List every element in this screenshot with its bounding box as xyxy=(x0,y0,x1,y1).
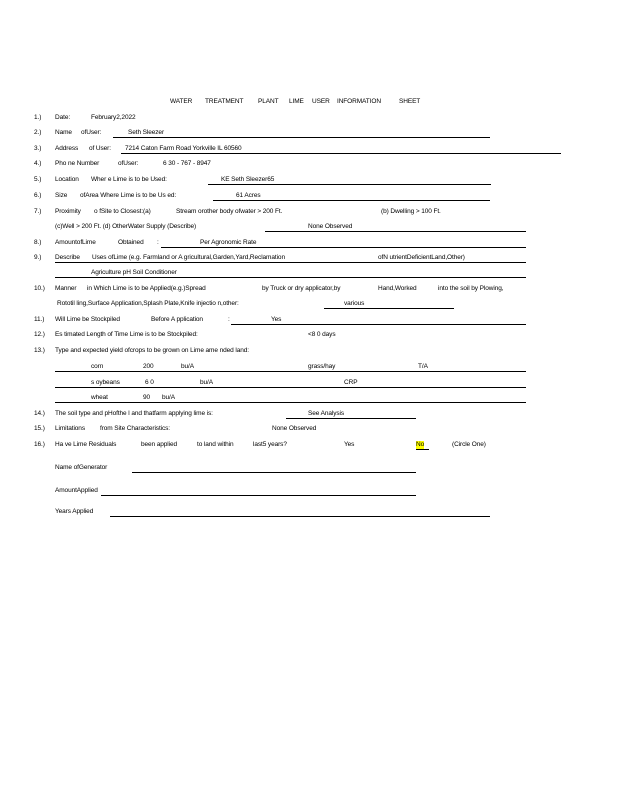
crop-row-1-unit[interactable]: bu/A xyxy=(181,363,194,370)
name-of-generator-line[interactable] xyxy=(132,472,416,473)
title-word-6: INFORMATION xyxy=(337,98,381,105)
item-3-number: 3.) xyxy=(34,145,42,152)
crop-row-1-extra[interactable]: grass/hay xyxy=(308,363,336,370)
title-word-4: LIME xyxy=(289,98,304,105)
crop-row-1-line xyxy=(55,371,526,372)
item-15-label-2: from Site Characteristics: xyxy=(100,425,171,432)
item-11-value[interactable]: Yes xyxy=(271,316,282,323)
item-6-number: 6.) xyxy=(34,192,42,199)
title-word-7: SHEET xyxy=(399,98,421,105)
crop-row-1-extra-unit[interactable]: T/A xyxy=(418,363,428,370)
crop-row-2-crop[interactable]: s oybeans xyxy=(91,379,120,386)
item-16-label-4: last5 years? xyxy=(253,441,287,448)
item-9-answer-line-1 xyxy=(55,262,526,263)
item-10-label-2: in Which Lime is to be Applied(e.g.)Spread xyxy=(87,285,206,292)
item-16-label: Ha ve Lime Residuals xyxy=(55,441,117,448)
item-8-value[interactable]: Per Agronomic Rate xyxy=(200,239,257,246)
item-14-label: The soil type and pHofthe l and thatfarm applying lime is: xyxy=(55,410,213,417)
crop-row-3-crop[interactable]: wheat xyxy=(91,394,108,401)
item-5-value[interactable]: KE Seth Sleezer65 xyxy=(221,176,275,183)
item-16-number: 16.) xyxy=(34,441,45,448)
item-16-yes-option[interactable]: Yes xyxy=(344,441,355,448)
item-14-number: 14.) xyxy=(34,410,45,417)
crop-row-3-line xyxy=(55,402,526,403)
item-16-label-3: to land within xyxy=(197,441,234,448)
item-11-colon: : xyxy=(228,316,230,323)
item-16-label-2: been applied xyxy=(141,441,178,448)
item-7-option-a: Stream orother body ofwater > 200 Ft. xyxy=(176,208,283,215)
crop-row-2-extra[interactable]: CRP xyxy=(344,379,358,386)
name-of-generator-label: Name ofGenerator xyxy=(55,464,108,471)
item-3-value[interactable]: 7214 Caton Farm Road Yorkville IL 60560 xyxy=(125,145,242,152)
item-8-colon: : xyxy=(157,239,159,246)
item-15-value[interactable]: None Observed xyxy=(272,425,317,432)
item-9-label: Describe xyxy=(55,254,80,261)
item-7-label: Proximity xyxy=(55,208,81,215)
item-10-label-3: by Truck or dry applicator,by xyxy=(262,285,341,292)
title-word-1: WATER xyxy=(170,98,193,105)
item-13-label: Type and expected yield ofcrops to be grown on Lime ame nded land: xyxy=(55,347,249,354)
item-16-no-underline xyxy=(416,449,429,450)
item-5-answer-line xyxy=(208,184,491,185)
amount-applied-line[interactable] xyxy=(101,495,416,496)
item-9-value[interactable]: Agriculture pH Soil Conditioner xyxy=(91,269,177,276)
item-6-label: Size xyxy=(55,192,68,199)
item-8-answer-line xyxy=(161,247,526,248)
item-9-number: 9.) xyxy=(34,254,42,261)
item-4-number: 4.) xyxy=(34,160,42,167)
item-9-label-3: ofN utrientDeficientLand,Other) xyxy=(378,254,465,261)
item-14-value[interactable]: See Analysis xyxy=(308,410,345,417)
crop-row-2-yield[interactable]: 6 0 xyxy=(145,379,154,386)
item-6-answer-line xyxy=(213,200,490,201)
item-3-label-2: of User: xyxy=(89,145,111,152)
item-11-number: 11.) xyxy=(34,316,45,323)
item-8-number: 8.) xyxy=(34,239,42,246)
item-16-circle-instruction: (Circle One) xyxy=(452,441,486,448)
crop-row-2-unit[interactable]: bu/A xyxy=(200,379,213,386)
crop-row-1-yield[interactable]: 200 xyxy=(143,363,154,370)
item-5-label: Location xyxy=(55,176,79,183)
title-word-3: PLANT xyxy=(258,98,279,105)
item-2-number: 2.) xyxy=(34,129,42,136)
crop-row-3-unit[interactable]: bu/A xyxy=(162,394,175,401)
item-12-number: 12.) xyxy=(34,331,45,338)
item-2-value[interactable]: Seth Sleezer xyxy=(128,129,165,136)
item-12-label: Es timated Length of Time Lime is to be Stockpiled: xyxy=(55,331,198,338)
item-8-label-2: Obtained xyxy=(118,239,144,246)
item-10-label-6: Rototil ling,Surface Application,Splash Plate,Knife injectio n,other: xyxy=(57,300,239,307)
item-6-label-2: ofArea Where Lime is to be Us ed: xyxy=(80,192,177,199)
item-14-answer-line xyxy=(286,418,416,419)
item-2-answer-line xyxy=(113,137,490,138)
crop-row-1-crop[interactable]: corn xyxy=(91,363,104,370)
item-3-answer-line xyxy=(121,153,561,154)
item-4-label: Pho ne Number xyxy=(55,160,100,167)
item-10-label: Manner xyxy=(55,285,77,292)
item-7-option-b: (b) Dwelling > 100 Ft. xyxy=(381,208,441,215)
item-11-label: Will Lime be Stockpiled xyxy=(55,316,120,323)
item-11-label-2: Before A pplication xyxy=(151,316,203,323)
item-13-number: 13.) xyxy=(34,347,45,354)
item-9-label-2: Uses ofLime (e.g. Farmland or A gricultural,Garden,Yard,Reclamation xyxy=(92,254,285,261)
item-2-label: Name xyxy=(55,129,72,136)
item-15-label: Limitations xyxy=(55,425,85,432)
item-7-answer-line xyxy=(265,231,526,232)
years-applied-label: Years Applied xyxy=(55,508,94,515)
item-16-no-option-selected[interactable]: No xyxy=(416,441,425,448)
item-10-value[interactable]: various xyxy=(344,300,365,307)
item-5-label-2: Wher e Lime is to be Used: xyxy=(91,176,167,183)
item-6-value[interactable]: 61 Acres xyxy=(236,192,261,199)
item-5-number: 5.) xyxy=(34,176,42,183)
item-10-number: 10.) xyxy=(34,285,45,292)
item-10-label-5: into the soil by Plowing, xyxy=(438,285,504,292)
item-7-number: 7.) xyxy=(34,208,42,215)
item-11-answer-line xyxy=(231,324,526,325)
crop-row-3-yield[interactable]: 90 xyxy=(143,394,151,401)
item-9-answer-line-2 xyxy=(55,277,526,278)
item-7-label-2: o fSite to Closest:(a) xyxy=(94,208,151,215)
title-word-5: USER xyxy=(312,98,330,105)
crop-row-2-line xyxy=(55,387,526,388)
item-1-label: Date: xyxy=(55,114,71,121)
item-10-answer-line xyxy=(324,308,454,309)
amount-applied-label: AmountApplied xyxy=(55,487,98,494)
item-4-label-2: ofUser: xyxy=(118,160,139,167)
item-4-value[interactable]: 6 30 - 767 - 8947 xyxy=(163,160,211,167)
years-applied-line[interactable] xyxy=(110,516,490,517)
item-12-value[interactable]: <8 0 days xyxy=(308,331,336,338)
item-1-value[interactable]: February2,2022 xyxy=(91,114,136,121)
item-15-number: 15.) xyxy=(34,425,45,432)
item-7-option-c-d: (c)Well > 200 Ft. (d) OtherWater Supply (Describe) xyxy=(55,223,197,230)
item-3-label: Address xyxy=(55,145,79,152)
item-2-label-2: ofUser: xyxy=(81,129,102,136)
item-1-number: 1.) xyxy=(34,114,42,121)
item-10-label-4: Hand,Worked xyxy=(378,285,417,292)
title-word-2: TREATMENT xyxy=(205,98,244,105)
item-8-label: AmountofLime xyxy=(55,239,96,246)
item-7-value[interactable]: None Observed xyxy=(308,223,353,230)
